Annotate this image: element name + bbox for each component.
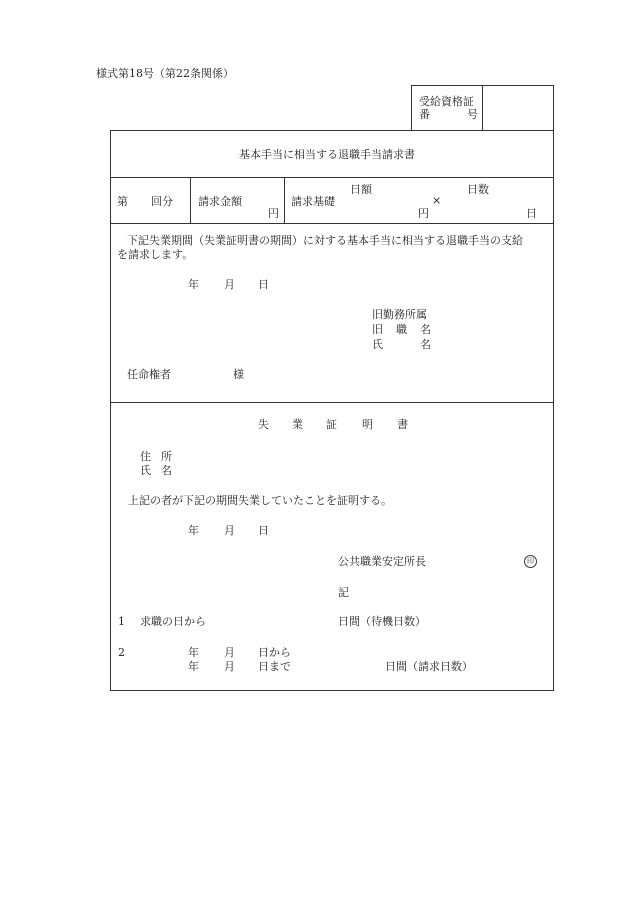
requester-name-b: 名 xyxy=(420,338,431,351)
item2-number: 2 xyxy=(118,646,125,659)
item2-from-year: 年 xyxy=(188,646,199,659)
daily-amount-label: 日額 xyxy=(350,183,372,196)
address-label-a: 住 xyxy=(140,450,151,463)
count-suffix: 回分 xyxy=(151,195,173,208)
cert-name-label-b: 名 xyxy=(161,464,172,477)
appointer-label: 任命権者 xyxy=(127,368,171,381)
request-body-line1: 下記失業期間（失業証明書の期間）に対する基本手当に相当する退職手当の支給 xyxy=(127,234,523,247)
item2-to-year: 年 xyxy=(188,660,199,673)
item2-from-month: 月 xyxy=(224,646,235,659)
days-label: 日数 xyxy=(467,183,489,196)
certificate-title-char-1: 失 xyxy=(258,418,269,431)
amount-label: 請求金額 xyxy=(198,195,242,208)
request-title: 基本手当に相当する退職手当請求書 xyxy=(239,148,415,161)
count-prefix: 第 xyxy=(117,195,128,208)
item2-days: 日間（請求日数） xyxy=(385,660,473,673)
cert-number-label-line2-b: 号 xyxy=(467,108,478,121)
amount-unit: 円 xyxy=(268,207,279,220)
appointer-honorific: 様 xyxy=(233,368,244,381)
cert-number-divider xyxy=(482,85,483,131)
address-label-b: 所 xyxy=(161,450,172,463)
basis-yen-unit: 円 xyxy=(418,207,429,220)
request-body-line2: を請求します。 xyxy=(117,248,194,261)
former-title-c: 名 xyxy=(420,323,431,336)
certificate-title-char-4: 明 xyxy=(362,418,373,431)
title-divider xyxy=(110,177,554,178)
certificate-title-char-5: 書 xyxy=(397,418,408,431)
certificate-divider xyxy=(110,402,554,403)
times-symbol: × xyxy=(432,194,442,207)
item1-number: 1 xyxy=(118,615,125,628)
cert-date-day: 日 xyxy=(258,524,269,537)
certificate-statement: 上記の者が下記の期間失業していたことを証明する。 xyxy=(128,494,392,507)
cert-name-label-a: 氏 xyxy=(140,464,151,477)
former-office-label: 旧勤務所属 xyxy=(372,308,427,321)
amount-row-divider xyxy=(110,223,554,224)
former-title-a: 旧 xyxy=(372,323,383,336)
notes-label: 記 xyxy=(338,586,349,599)
former-title-b: 職 xyxy=(396,323,407,336)
count-divider xyxy=(190,177,191,223)
basis-day-unit: 日 xyxy=(526,207,537,220)
requester-name-a: 氏 xyxy=(372,338,383,351)
cert-number-label-line1: 受給資格証 xyxy=(419,95,474,108)
item1-label: 求職の日から xyxy=(140,615,206,628)
cert-date-year: 年 xyxy=(188,524,199,537)
basis-label: 請求基礎 xyxy=(291,195,335,208)
item2-from-day: 日から xyxy=(258,646,291,659)
request-form xyxy=(110,130,554,691)
item2-to-day: 日まで xyxy=(258,660,291,673)
cert-number-label-line2-a: 番 xyxy=(419,108,430,121)
office-head-label: 公共職業安定所長 xyxy=(338,555,426,568)
certificate-title-char-2: 業 xyxy=(292,418,303,431)
item1-days: 日間（待機日数） xyxy=(338,615,426,628)
request-date-day: 日 xyxy=(258,278,269,291)
request-date-year: 年 xyxy=(188,278,199,291)
cert-number-value[interactable] xyxy=(490,102,546,116)
request-date-month: 月 xyxy=(224,278,235,291)
item2-to-month: 月 xyxy=(224,660,235,673)
amount-divider xyxy=(284,177,285,223)
cert-date-month: 月 xyxy=(224,524,235,537)
certificate-title-char-3: 証 xyxy=(326,418,337,431)
seal-mark: 印 xyxy=(524,555,537,568)
form-label: 様式第18号（第22条関係） xyxy=(96,67,234,80)
